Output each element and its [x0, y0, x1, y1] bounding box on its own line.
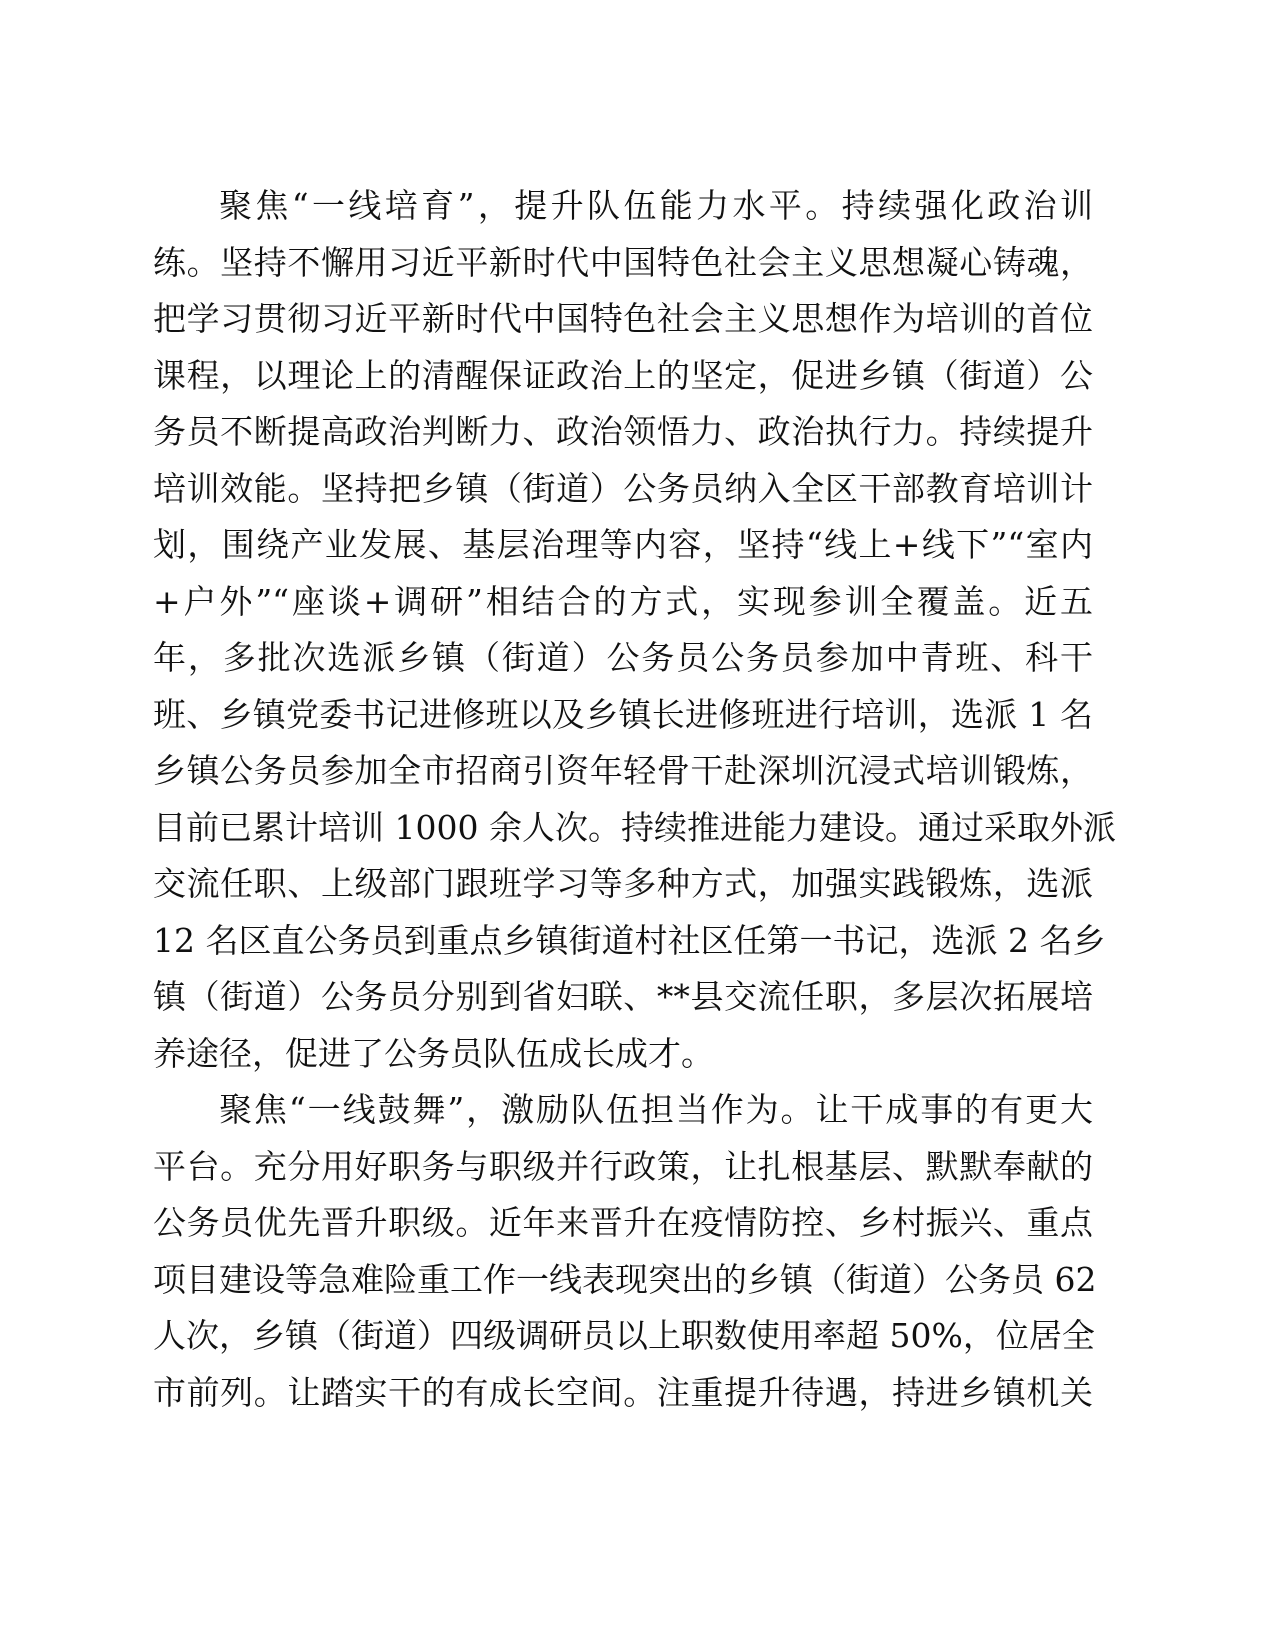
text-line: 市前列。让踏实干的有成长空间。注重提升待遇，持进乡镇机关 — [153, 1372, 1093, 1412]
text-line: 镇（街道）公务员分别到省妇联、**县交流任职，多层次拓展培 — [153, 977, 1093, 1016]
text-line: 人次，乡镇（街道）四级调研员以上职数使用率超 50%，位居全 — [153, 1316, 1095, 1355]
text-line: 练。坚持不懈用习近平新时代中国特色社会主义思想凝心铸魂， — [153, 242, 1093, 282]
text-line: 年，多批次选派乡镇（街道）公务员公务员参加中青班、科干 — [153, 638, 1093, 677]
text-line: 聚焦“一线鼓舞”，激励队伍担当作为。让干成事的有更大 — [219, 1090, 1093, 1129]
text-line: 培训效能。坚持把乡镇（街道）公务员纳入全区干部教育培训计 — [153, 468, 1093, 508]
paragraph-training — [153, 178, 1116, 1082]
body-text — [153, 178, 1116, 1421]
text-line: 公务员优先晋升职级。近年来晋升在疫情防控、乡村振兴、重点 — [153, 1203, 1093, 1242]
text-line: 12 名区直公务员到重点乡镇街道村社区任第一书记，选派 2 名乡 — [153, 920, 1106, 960]
text-line: 平台。充分用好职务与职级并行政策，让扎根基层、默默奉献的 — [153, 1146, 1093, 1186]
text-line: 课程，以理论上的清醒保证政治上的坚定，促进乡镇（街道）公 — [153, 355, 1093, 395]
text-line: 交流任职、上级部门跟班学习等多种方式，加强实践锻炼，选派 — [153, 864, 1093, 903]
text-line: 务员不断提高政治判断力、政治领悟力、政治执行力。持续提升 — [153, 412, 1093, 451]
text-line: 乡镇公务员参加全市招商引资年轻骨干赴深圳沉浸式培训锻炼， — [153, 751, 1093, 790]
text-line: 班、乡镇党委书记进修班以及乡镇长进修班进行培训，选派 1 名 — [153, 694, 1093, 734]
text-line: 养途径，促进了公务员队伍成长成才。 — [153, 1033, 714, 1073]
text-line: +户外”“座谈+调研”相结合的方式，实现参训全覆盖。近五 — [153, 581, 1093, 621]
text-line: 聚焦“一线培育”，提升队伍能力水平。持续强化政治训 — [219, 186, 1093, 225]
text-line: 划，围绕产业发展、基层治理等内容，坚持“线上+线下”“室内 — [153, 525, 1093, 564]
text-line: 项目建设等急难险重工作一线表现突出的乡镇（街道）公务员 62 — [153, 1259, 1097, 1299]
text-line: 目前已累计培训 1000 余人次。持续推进能力建设。通过采取外派 — [153, 807, 1116, 847]
paragraph-incentive — [153, 1082, 1097, 1421]
text-line: 把学习贯彻习近平新时代中国特色社会主义思想作为培训的首位 — [153, 299, 1093, 338]
